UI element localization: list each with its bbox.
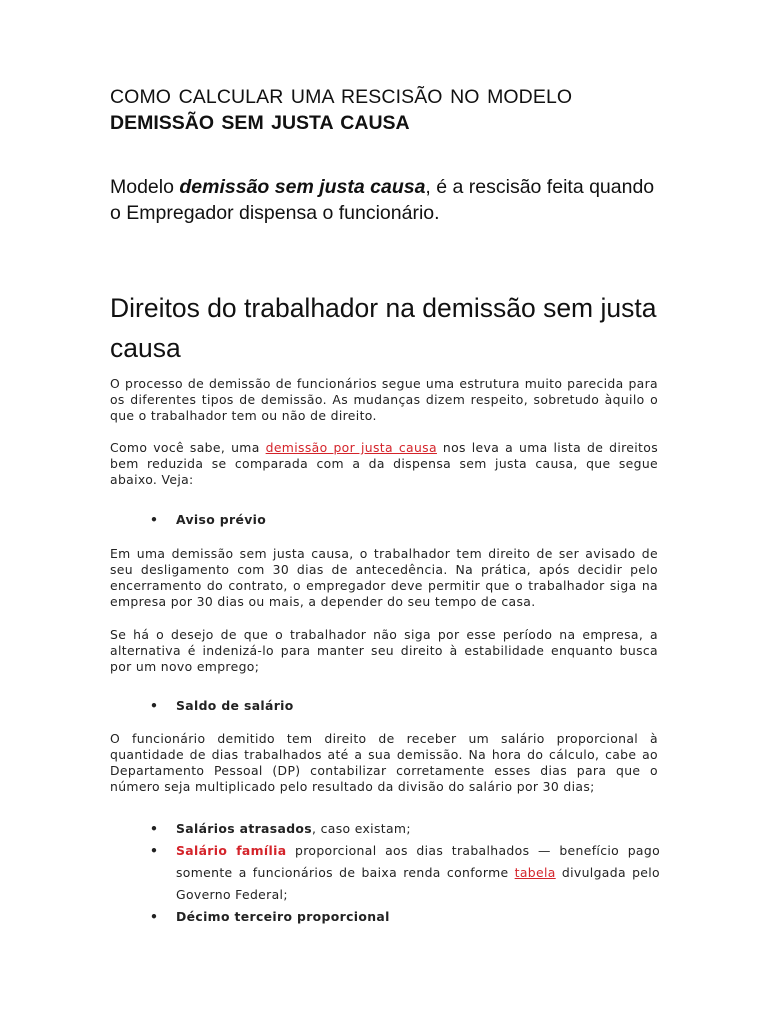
list-item	[150, 840, 660, 906]
bullet-icon: •	[150, 698, 159, 713]
title-line-2: DEMISSÃO SEM JUSTA CAUSA	[110, 112, 410, 134]
paragraph-saldo-salario: O funcionário demitido tem direito de receber um salário proporcional à quantidade de dias trabalhados até a sua demissão. Na hora do cálculo, cabe ao Departamento Pessoal (DP) contabilizar corretamente esses dias para que o número seja multiplicado pelo resultado da divisão do salário por 30 dias;	[110, 731, 658, 794]
list-item	[150, 906, 660, 928]
list-item-rest-b: divulgada pelo Governo Federal;	[176, 865, 660, 902]
list-item-rest: , caso existam;	[312, 821, 411, 836]
paragraph-2-suffix: nos leva a uma lista de direitos bem reduzida se comparada com a da dispensa sem justa causa, que segue abaixo. Veja:	[110, 440, 659, 487]
paragraph-process: O processo de demissão de funcionários segue uma estrutura muito parecida para os diferentes tipos de demissão. As mudanças dizem respeito, sobretudo àquilo o que o trabalhador tem ou não de direito.	[110, 376, 658, 423]
bullet-saldo-label: Saldo de salário	[176, 698, 294, 713]
bullet-aviso-label: Aviso prévio	[176, 512, 267, 527]
paragraph-2-prefix: Como você sabe, uma	[110, 440, 266, 455]
list-item	[150, 818, 660, 840]
list-item-bold: Salários atrasados	[176, 821, 313, 836]
intro-prefix: Modelo	[110, 176, 180, 198]
document-title	[110, 84, 572, 136]
bullet-icon: •	[150, 909, 159, 924]
intro-suffix: , é a rescisão feita quando o Empregador dispensa o funcionário.	[110, 176, 655, 224]
title-line-1: COMO CALCULAR UMA RESCISÃO NO MODELO	[110, 86, 573, 108]
bullet-icon: •	[150, 821, 159, 836]
bullet-icon: •	[150, 512, 159, 527]
link-demissao-por-justa-causa[interactable]: demissão por justa causa	[265, 440, 437, 455]
intro-paragraph	[110, 174, 670, 226]
intro-emphasis: demissão sem justa causa	[179, 176, 426, 198]
paragraph-aviso-previo: Em uma demissão sem justa causa, o trabalhador tem direito de ser avisado de seu desligamento com 30 dias de antecedência. Na prática, após decidir pelo encerramento do contrato, o empregador deve permitir que o trabalhador siga na empresa por 30 dias ou mais, a depender do seu tempo de casa.	[110, 546, 658, 609]
list-item-rest-a: proporcional aos dias trabalhados — benefício pago somente a funcionários de baixa renda conforme	[176, 843, 661, 880]
list-item-bold: Décimo terceiro proporcional	[176, 909, 390, 924]
bullet-icon: •	[150, 843, 159, 858]
paragraph-indenizacao: Se há o desejo de que o trabalhador não siga por esse período na empresa, a alternativa é indenizá-lo para manter seu direito à estabilidade enquanto busca por um novo emprego;	[110, 627, 658, 674]
paragraph-justa-causa	[110, 440, 658, 488]
rights-list	[150, 818, 660, 928]
link-tabela[interactable]: tabela	[514, 865, 556, 880]
section-heading: Direitos do trabalhador na demissão sem justa causa	[110, 293, 657, 363]
list-item-salario-familia: Salário família	[176, 843, 287, 858]
